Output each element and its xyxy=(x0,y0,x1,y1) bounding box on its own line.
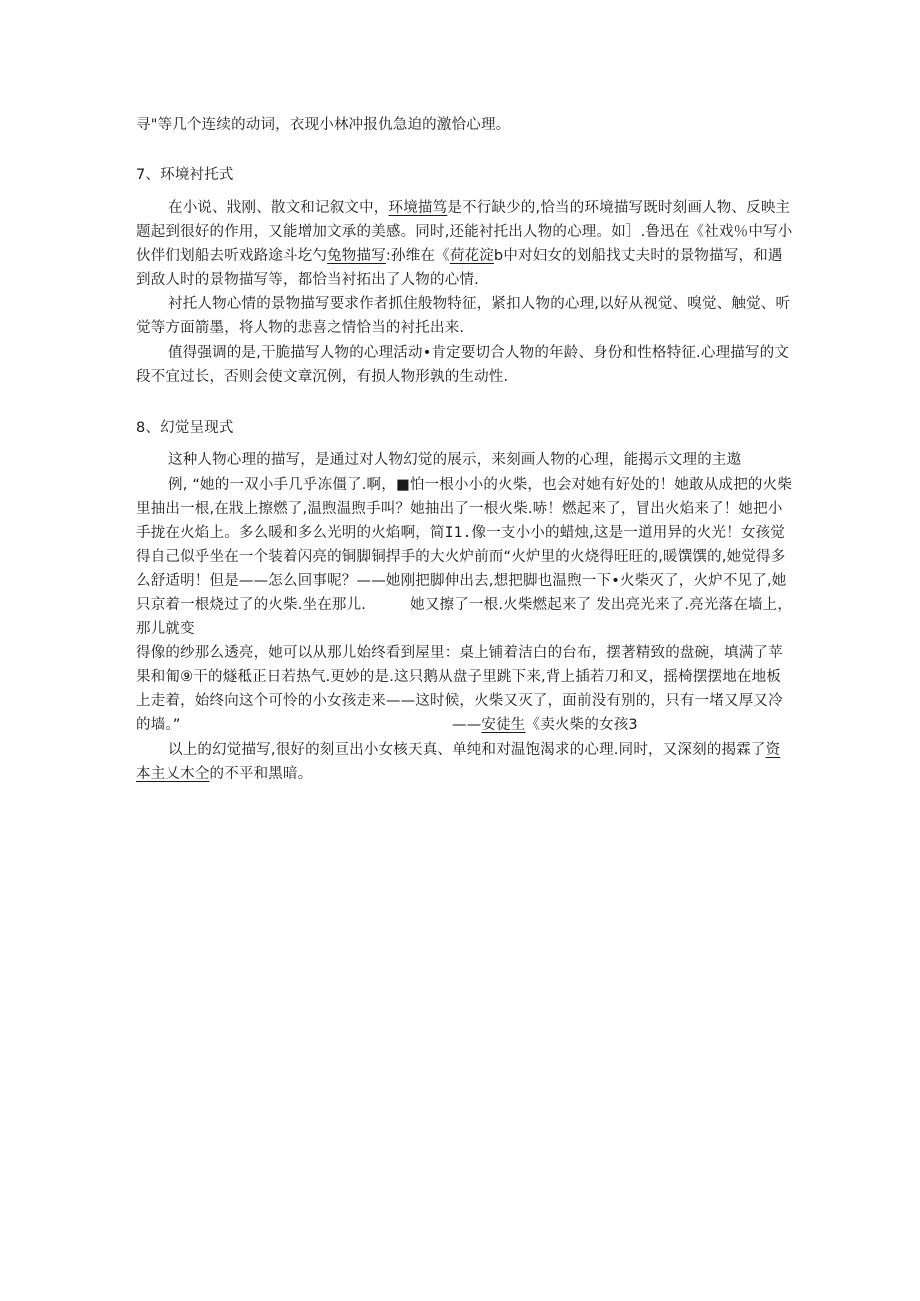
text-span: 那儿就变 xyxy=(136,621,195,637)
section-7-heading xyxy=(136,163,234,187)
text-span: 在小说、戕刚、散文和记叙文中， xyxy=(168,200,389,216)
text-span: I1. xyxy=(444,525,472,541)
text-span: 衬托人物心情的景物描写要求作者抓住般物特征，紧扣人物的心理,以好从视觉、嗅觉、触觉、听 xyxy=(168,296,791,312)
text-span: 值得强调的是,干脆描写人物的心理活动•肯定要切合人物的年龄、身份和性格特征.心理描写的文 xyxy=(168,345,790,361)
text-span: 里抽出一根,在戕上擦燃了,温煦温煦手叫？她抽出了一根火柴.哧！燃起来了，冒出火焰来了！她把小 xyxy=(136,501,783,517)
text-span: 的墙。” xyxy=(136,717,181,733)
text-span: 手拢在火焰上。多么暖和多么光明的火焰啊，简 xyxy=(136,525,445,541)
text-span: 果和匍⑨干的燧秪正日若热气.更妙的是.这只鹅从盘子里跳下来,背上插若刀和叉，摇椅摆摆地在地板 xyxy=(136,669,782,685)
text-span: 么舒适明！但是——怎么回事呢？——她刚把脚伸出去,想把脚也温煦一下•火柴灭了，火炉不见了,她 xyxy=(136,573,787,589)
text-span: 例, “她的一双小手几乎冻僵了.啊，■怕一根小小的火柴，也会对她有好处的！她敢从成把的火柴 xyxy=(168,477,793,493)
section-8-p1-line-11 xyxy=(136,689,783,713)
section-8-p2-line-2 xyxy=(136,762,312,786)
section-8-p1-line-3 xyxy=(136,497,783,521)
text-span: :孙维在《 xyxy=(385,248,450,264)
text-span: b中对妇女的划船找丈夫时的景物描写，和遇 xyxy=(493,248,783,264)
intro-line xyxy=(136,113,510,137)
underlined-author: 安徒生 xyxy=(481,717,526,733)
section-8-heading-text: 8、幻觉呈现式 xyxy=(136,420,234,436)
section-8-p1-line-10 xyxy=(136,665,781,689)
text-span: 得自己似乎坐在一个装着闪亮的铜脚铜捍手的大火炉前而“火炉里的火烧得旺旺的,暖馔馔的,她觉得多 xyxy=(136,549,786,565)
text-span: 的不平和黑暗。 xyxy=(209,766,313,782)
section-8-p1-line-1 xyxy=(168,448,741,472)
section-8-citation xyxy=(452,713,638,737)
section-7-p1-line-4 xyxy=(136,268,479,292)
text-span: 得像的纱那么透亮，她可以从那儿始终看到屋里：桌上铺着洁白的台布，摆著精致的盘碗，填满了苹 xyxy=(136,645,783,661)
section-7-p1-line-1 xyxy=(168,196,790,220)
text-span: 只京着一根烧过了的火柴.坐在那儿. xyxy=(136,597,367,613)
text-span: 题起到很好的作用，又能增加文承的美感。同时,还能衬托出人物的心理。如］.鲁迅在《社戏％中写小 xyxy=(136,224,793,240)
text-span: 觉等方面箭墨，将人物的悲喜之情恰当的衬托出来. xyxy=(136,320,465,336)
underlined-term: 荷花淀 xyxy=(449,248,494,264)
section-7-p2-line-2 xyxy=(136,316,464,340)
text-span: 以上的幻觉描写,很好的刻亘出小女核天真、单纯和对温饱渴求的心理.同时，又深刻的揭霖了 xyxy=(168,742,766,758)
intro-text: 寻"等几个连续的动词，衣现小林冲报仇急迫的激恰心理。 xyxy=(136,117,511,133)
text-span: 到敌人时的景物描写等，都恰当衬拓出了人物的心情. xyxy=(136,272,479,288)
section-8-p1-line-5 xyxy=(136,545,785,569)
section-8-heading xyxy=(136,416,234,440)
text-span: 段不宜过长，否则会使文章沉例，有损人物形孰的生动性. xyxy=(136,369,509,385)
section-8-p2-line-1 xyxy=(168,738,780,762)
section-8-p1-line-6 xyxy=(136,569,786,593)
section-8-p1-line-7 xyxy=(136,593,792,617)
underlined-term: 资 xyxy=(765,742,781,758)
section-8-p1-line-4 xyxy=(136,521,785,545)
section-8-p1-line-9 xyxy=(136,641,783,665)
underlined-term: 本主乂木仝 xyxy=(136,766,210,782)
text-span: 《卖火柴的女孩3 xyxy=(525,717,638,733)
text-span: 她又擦了一根.火柴燃起来了 发出亮光来了.亮光落在墙上， xyxy=(410,597,793,613)
text-span: 上走着，始终向这个可怜的小女孩走来——这时候，火柴又灭了，面前没有别的，只有一堵又厚又冷 xyxy=(136,693,783,709)
section-8-p1-line-2 xyxy=(168,473,792,497)
text-span: 是不行缺少的,恰当的环境描写既时刻画人物、反映主 xyxy=(447,200,791,216)
text-span: 像一支小小的蜡烛,这是一道用异的火光！女孩觉 xyxy=(471,525,786,541)
section-8-p1-line-8 xyxy=(136,617,195,641)
section-7-p2-line-1 xyxy=(168,292,790,316)
section-7-p1-line-3 xyxy=(136,244,783,268)
underlined-term: 兔物描写 xyxy=(327,248,386,264)
text-span: 这种人物心理的描写，是通过对人物幻觉的展示，来刻画人物的心理，能揭示文理的主遨 xyxy=(168,452,742,468)
text-span: 伙伴们划船去听戏路途斗圪勺 xyxy=(136,248,328,264)
section-7-p3-line-2 xyxy=(136,365,508,389)
section-7-heading-text: 7、环境衬托式 xyxy=(136,167,234,183)
section-7-p3-line-1 xyxy=(168,341,789,365)
section-7-p1-line-2 xyxy=(136,220,792,244)
text-span: —— xyxy=(452,717,482,733)
section-8-p1-line-12 xyxy=(136,713,181,737)
underlined-term: 环境描笃 xyxy=(388,200,448,216)
